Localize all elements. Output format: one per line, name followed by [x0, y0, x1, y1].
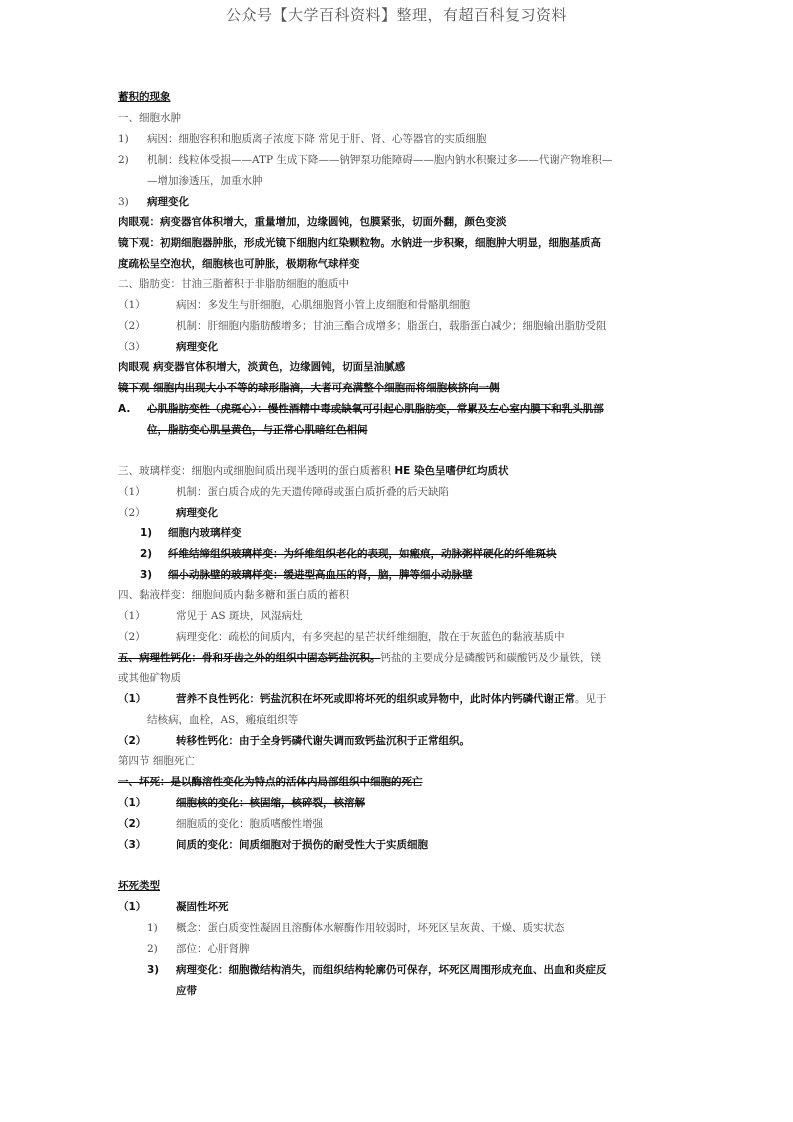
list-number: 1)	[147, 922, 158, 934]
paragraph-cont: 度疏松呈空泡状，细胞核也可肿胀，极期称气球样变	[118, 258, 360, 270]
list-number: A.	[118, 403, 131, 415]
list-item: 病理变化	[176, 507, 218, 519]
list-number: （1）	[118, 610, 146, 622]
list-item: 细胞质的变化：胞质嗜酸性增强	[176, 818, 323, 830]
item-rest: 。见于	[575, 693, 607, 705]
list-number: （3）	[118, 341, 146, 353]
list-item: 机制：线粒体受损——ATP 生成下降——钠钾泵功能障碍——胞内钠水积聚过多——代谢产物堆积—	[147, 154, 613, 166]
list-item: 概念：蛋白质变性凝固且溶酶体水解酶作用较弱时，坏死区呈灰黄、干燥、质实状态	[176, 922, 565, 934]
subheading: 一、细胞水肿	[118, 112, 181, 124]
list-number: （2）	[118, 507, 146, 519]
list-item: 病理变化	[147, 196, 189, 208]
heading-rest: 钙盐的主要成分是磷酸钙和碳酸钙及少量铁，镁	[380, 652, 601, 664]
list-item-cont: 应带	[176, 985, 197, 997]
list-item: 纤维结缔组织玻璃样变：为纤维组织老化的表现，如瘢痕，动脉粥样硬化的纤维斑块	[168, 548, 557, 560]
list-number: 3)	[147, 964, 160, 976]
list-number: 2)	[140, 548, 153, 560]
list-item: 细胞核的变化：核固缩，核碎裂，核溶解	[176, 797, 365, 809]
list-item: 细胞内玻璃样变	[168, 527, 242, 539]
paragraph-cont: 或其他矿物质	[118, 672, 181, 684]
heading-bold: 五、病理性钙化：骨和牙齿之外的组织中固态钙盐沉积。	[118, 652, 381, 664]
subheading-bold: HE 染色呈嗜伊红均质状	[394, 465, 509, 477]
list-item: 机制：蛋白质合成的先天遗传障碍或蛋白质折叠的后天缺陷	[176, 486, 449, 498]
paragraph: 肉眼观：病变器官体积增大，重量增加，边缘圆钝，包膜紧张，切面外翻，颜色变淡	[118, 216, 507, 228]
item-bold: 营养不良性钙化：钙盐沉积在坏死或即将坏死的组织或异物中，此时体内钙磷代谢正常	[176, 693, 575, 705]
subheading-text: 三、玻璃样变：细胞内或细胞间质出现半透明的蛋白质蓄积	[118, 465, 395, 477]
list-number: （1）	[118, 486, 146, 498]
paragraph: 肉眼观 病变器官体积增大，淡黄色，边缘圆钝，切面呈油腻感	[118, 361, 406, 373]
list-number: （1）	[118, 693, 147, 705]
list-number: 2)	[147, 943, 158, 955]
subheading: 四、黏液样变：细胞间质内黏多糖和蛋白质的蓄积	[118, 589, 349, 601]
paragraph: 镜下观：初期细胞器肿胀，形成光镜下细胞内红染颗粒物。水钠进一步积聚，细胞肿大明显，细胞基质高	[118, 237, 601, 249]
section-heading: 蓄积的现象	[118, 91, 171, 103]
list-number: （3）	[118, 839, 147, 851]
list-item: 病理变化：疏松的间质内，有多突起的星芒状纤维细胞，散在于灰蓝色的黏液基质中	[176, 631, 565, 643]
paragraph	[118, 651, 601, 665]
list-item: 心肌脂肪变性（虎斑心）：慢性酒精中毒或缺氧可引起心肌脂肪变，常累及左心室内膜下和乳头肌部	[147, 403, 604, 415]
list-item: 常见于 AS 斑块，风湿病灶	[176, 610, 303, 622]
list-item: 间质的变化：间质细胞对于损伤的耐受性大于实质细胞	[176, 839, 428, 851]
page-header: 公众号【大学百科资料】整理，有超百科复习资料	[225, 6, 567, 24]
section-heading: 坏死类型	[118, 880, 160, 892]
list-item: 病理变化：细胞微结构消失，而组织结构轮廓仍可保存，坏死区周围形成充血、出血和炎症反	[176, 964, 607, 976]
list-item-cont: —增加渗透压，加重水肿	[147, 175, 263, 187]
list-item: 机制：肝细胞内脂肪酸增多；甘油三酯合成增多；脂蛋白，载脂蛋白减少；细胞输出脂肪受阻	[176, 320, 607, 332]
list-number: （2）	[118, 320, 146, 332]
list-item: 病因：细胞容积和胞质离子浓度下降 常见于肝、肾、心等器官的实质细胞	[147, 133, 487, 145]
paragraph: 镜下观 细胞内出现大小不等的球形脂滴，大者可充满整个细胞而将细胞核挤向一侧	[118, 382, 500, 394]
list-item: 细小动脉壁的玻璃样变：缓进型高血压的肾，脑，脾等细小动脉壁	[168, 569, 473, 581]
section-title: 第四节 细胞死亡	[118, 755, 195, 767]
list-item-cont: 结核病，血栓，AS，瘢痕组织等	[147, 714, 299, 726]
list-number: 2)	[118, 154, 129, 166]
list-item-cont: 位，脂肪变心肌呈黄色，与正常心肌暗红色相间	[147, 424, 368, 436]
list-number: 1)	[140, 527, 153, 539]
list-item: 病因：多发生与肝细胞，心肌细胞肾小管上皮细胞和骨骼肌细胞	[176, 299, 470, 311]
list-number: （2）	[118, 735, 147, 747]
list-item: 部位：心肝肾脾	[176, 943, 250, 955]
subheading: 二、脂肪变：甘油三脂蓄积于非脂肪细胞的胞质中	[118, 278, 349, 290]
list-item: 凝固性坏死	[176, 901, 229, 913]
list-item: 病理变化	[176, 341, 218, 353]
list-item	[176, 692, 607, 706]
list-number: （2）	[118, 818, 147, 830]
list-item: 转移性钙化：由于全身钙磷代谢失调而致钙盐沉积于正常组织。	[176, 735, 470, 747]
list-number: （1）	[118, 299, 146, 311]
list-number: （1）	[118, 797, 147, 809]
subheading	[118, 464, 508, 478]
list-number: （1）	[118, 901, 147, 913]
list-number: （2）	[118, 631, 146, 643]
subheading: 一、坏死：是以酶溶性变化为特点的活体内局部组织中细胞的死亡	[118, 776, 423, 788]
list-number: 1)	[118, 133, 129, 145]
list-number: 3)	[118, 196, 129, 208]
list-number: 3)	[140, 569, 153, 581]
